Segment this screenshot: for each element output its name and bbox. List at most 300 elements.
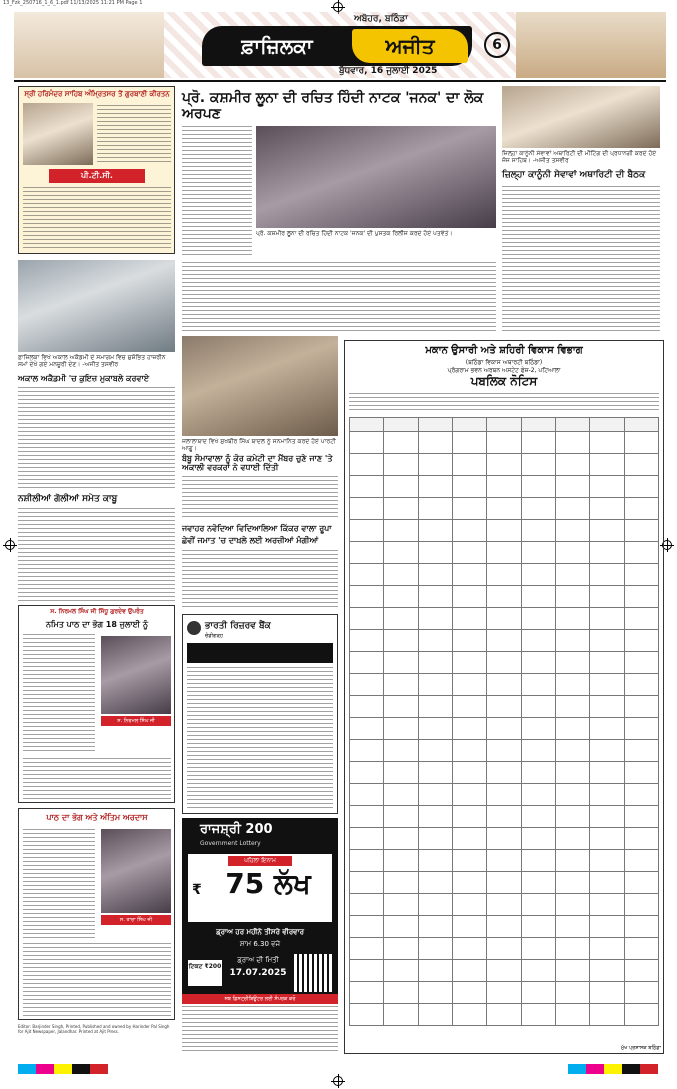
- notice-table-cell: [521, 872, 555, 894]
- notice-table-cell: [521, 454, 555, 476]
- notice-table-cell: [384, 916, 418, 938]
- notice-table-cell: [487, 432, 521, 454]
- lottery-prize-panel: [188, 854, 332, 922]
- notice-table-cell: [452, 806, 486, 828]
- notice-table-cell: [590, 872, 624, 894]
- notice-table-row: [350, 454, 659, 476]
- notice-table-cell: [452, 454, 486, 476]
- notice-table-cell: [350, 718, 384, 740]
- lottery-contact-lines: [182, 1006, 338, 1054]
- notice-table-cell: [452, 476, 486, 498]
- notice-table-cell: [590, 542, 624, 564]
- notice-table-cell: [487, 696, 521, 718]
- notice-table-cell: [418, 982, 452, 1004]
- notice-table-cell: [624, 938, 658, 960]
- notice-table-cell: [555, 586, 589, 608]
- notice-table-cell: [624, 652, 658, 674]
- rbi-banner: [187, 643, 333, 663]
- notice-table-cell: [521, 498, 555, 520]
- notice-table-cell: [418, 1004, 452, 1026]
- notice-table-cell: [418, 718, 452, 740]
- notice-table-cell: [521, 630, 555, 652]
- notice-table-cell: [350, 586, 384, 608]
- notice-table-row: [350, 564, 659, 586]
- notice-table-cell: [555, 498, 589, 520]
- clock-tower-illustration: [516, 12, 666, 78]
- gurbani-ad-title: ਸ੍ਰੀ ਹਰਿਮੰਦਰ ਸਾਹਿਬ ਅੰਮ੍ਰਿਤਸਰ ਤੋਂ ਗੁਰਬਾਣੀ ਕੀਰਤਨ: [24, 90, 170, 98]
- notice-table-cell: [452, 696, 486, 718]
- notice-table-cell: [487, 982, 521, 1004]
- notice-table-cell: [521, 960, 555, 982]
- notice-table-cell: [555, 960, 589, 982]
- notice-table-cell: [384, 784, 418, 806]
- lottery-prize-label: ਪਹਿਲਾ ਇਨਾਮ: [228, 856, 292, 866]
- notice-table-cell: [487, 938, 521, 960]
- notice-table-cell: [418, 674, 452, 696]
- notice-table-cell: [487, 806, 521, 828]
- registration-mark-icon: [333, 2, 343, 12]
- notice-table-cell: [452, 960, 486, 982]
- main-story-body: [182, 262, 496, 332]
- notice-table-cell: [590, 454, 624, 476]
- notice-table-cell: [590, 696, 624, 718]
- notice-table-row: [350, 586, 659, 608]
- notice-table-row: [350, 432, 659, 454]
- notice-table-cell: [624, 850, 658, 872]
- notice-table-cell: [555, 784, 589, 806]
- notice-table-cell: [350, 740, 384, 762]
- obituary-2: [18, 808, 175, 1020]
- notice-table-cell: [624, 960, 658, 982]
- navodaya-subheadline: ਛੇਵੀਂ ਜਮਾਤ 'ਚ ਦਾਖ਼ਲੇ ਲਈ ਅਰਜ਼ੀਆਂ ਮੰਗੀਆਂ: [182, 536, 319, 545]
- notice-table-cell: [590, 520, 624, 542]
- notice-table-cell: [350, 608, 384, 630]
- obituary-2-portrait: [101, 829, 171, 913]
- notice-table-cell: [418, 432, 452, 454]
- notice-table-cell: [555, 806, 589, 828]
- notice-table-cell: [555, 938, 589, 960]
- notice-table-cell: [384, 542, 418, 564]
- notice-table-cell: [350, 762, 384, 784]
- notice-table-cell: [452, 982, 486, 1004]
- navodaya-headline: ਜਵਾਹਰ ਨਵੋਦਿਆ ਵਿਦਿਆਲਿਆ ਕਿੱਕਰ ਵਾਲਾ ਰੂਪਾ: [182, 524, 332, 533]
- notice-table-cell: [590, 784, 624, 806]
- notice-table-cell: [555, 982, 589, 1004]
- legal-meeting-body: [502, 186, 660, 332]
- notice-table-cell: [418, 894, 452, 916]
- notice-table-cell: [418, 498, 452, 520]
- rbi-title: ਭਾਰਤੀ ਰਿਜ਼ਰਵ ਬੈਂਕ: [205, 621, 271, 631]
- notice-table-cell: [521, 718, 555, 740]
- rbi-body: [187, 667, 333, 809]
- notice-table-cell: [452, 784, 486, 806]
- main-story-col1: [182, 126, 252, 258]
- lottery-draw-label: ਡ੍ਰਾਅ ਦੀ ਮਿਤੀ: [237, 956, 279, 964]
- notice-table-cell: [350, 564, 384, 586]
- legal-meeting-caption: ਜ਼ਿਲ੍ਹਾ ਕਾਨੂੰਨੀ ਸੇਵਾਵਾਂ ਅਥਾਰਿਟੀ ਦੀ ਮੀਟਿੰਗ ਦੀ ਪ੍ਰਧਾਨਗੀ ਕਰਦੇ ਹੋਏ ਜੱਜ ਸਾਹਿਬ। -ਅਜੀਤ ਤਸਵੀਰ: [502, 150, 657, 164]
- notice-table-cell: [487, 740, 521, 762]
- golden-temple-photo: [23, 103, 93, 165]
- notice-table-cell: [384, 432, 418, 454]
- obituary-1-title: ਸ. ਨਿਰਮਲ ਸਿੰਘ ਜੀ ਸਿੱਧੂ ਗੁਰਦੇਵ ਉਪਰੰਤ: [50, 608, 144, 615]
- logo-left-word: ਫ਼ਾਜ਼ਿਲਕਾ: [241, 34, 313, 58]
- notice-table-cell: [487, 784, 521, 806]
- qr-code-icon: [294, 954, 332, 992]
- notice-table-cell: [555, 762, 589, 784]
- notice-table-cell: [624, 498, 658, 520]
- notice-table-cell: [384, 806, 418, 828]
- notice-table-cell: [418, 586, 452, 608]
- notice-table-cell: [452, 630, 486, 652]
- notice-table-row: [350, 718, 659, 740]
- obituary-2-name: ਸ. ਤਾਰਾ ਸਿੰਘ ਜੀ: [101, 915, 171, 925]
- notice-table-cell: [521, 850, 555, 872]
- notice-table-cell: [452, 894, 486, 916]
- notice-table-cell: [350, 696, 384, 718]
- notice-table-cell: [350, 938, 384, 960]
- notice-table-cell: [418, 938, 452, 960]
- notice-table-cell: [624, 828, 658, 850]
- notice-table-cell: [590, 982, 624, 1004]
- rbi-ad: [182, 614, 338, 814]
- notice-table-cell: [418, 740, 452, 762]
- obituary-1-subtitle: ਨਮਿਤ ਪਾਠ ਦਾ ਭੋਗ 18 ਜੁਲਾਈ ਨੂੰ: [45, 620, 149, 629]
- notice-table-cell: [350, 674, 384, 696]
- lottery-brand-sub: Government Lottery: [200, 840, 261, 847]
- notice-table-cell: [452, 740, 486, 762]
- notice-table-cell: [487, 850, 521, 872]
- notice-table-cell: [487, 960, 521, 982]
- notice-table-cell: [624, 784, 658, 806]
- notice-table-cell: [555, 696, 589, 718]
- notice-table-cell: [521, 982, 555, 1004]
- notice-table-cell: [418, 652, 452, 674]
- notice-table-cell: [521, 608, 555, 630]
- notice-table-row: [350, 476, 659, 498]
- notice-table-cell: [384, 718, 418, 740]
- newspaper-logo: [202, 26, 472, 66]
- drugs-story-body: [18, 508, 175, 602]
- obituary-1-name: ਸ. ਨਿਰਮਲ ਸਿੰਘ ਜੀ: [101, 716, 171, 726]
- notice-table-cell: [384, 872, 418, 894]
- notice-table-row: [350, 630, 659, 652]
- notice-table-cell: [384, 630, 418, 652]
- notice-table-cell: [521, 1004, 555, 1026]
- notice-table-row: [350, 960, 659, 982]
- obituary-1: [18, 605, 175, 803]
- notice-table-cell: [590, 498, 624, 520]
- registration-mark-icon: [5, 540, 15, 550]
- notice-table-cell: [590, 740, 624, 762]
- notice-table-row: [350, 520, 659, 542]
- drugs-story-headline: ਨਸ਼ੀਲੀਆਂ ਗੋਲੀਆਂ ਸਮੇਤ ਕਾਬੂ: [18, 494, 118, 504]
- masthead: [14, 12, 666, 78]
- notice-table-cell: [487, 762, 521, 784]
- notice-table-cell: [350, 916, 384, 938]
- notice-table-cell: [555, 740, 589, 762]
- masthead-rule: [14, 80, 666, 82]
- obituary-1-text: [23, 634, 95, 754]
- lottery-draw-date: 17.07.2025: [229, 968, 287, 978]
- notice-table-cell: [350, 850, 384, 872]
- notice-table-row: [350, 674, 659, 696]
- public-notice: [344, 340, 664, 1054]
- akali-group-caption: ਜਲਾਲਾਬਾਦ ਵਿਖੇ ਸੁਖਬੀਰ ਸਿੰਘ ਬਾਦਲ ਨੂੰ ਸਨਮਾਨਿਤ ਕਰਦੇ ਹੋਏ ਪਾਰਟੀ ਆਗੂ।: [182, 438, 336, 452]
- notice-table-cell: [384, 454, 418, 476]
- navodaya-body: [182, 550, 338, 610]
- notice-table-cell: [384, 586, 418, 608]
- golden-temple-illustration: [14, 12, 164, 78]
- notice-table-row: [350, 850, 659, 872]
- notice-table-cell: [555, 718, 589, 740]
- notice-intro: [349, 393, 659, 413]
- notice-table-cell: [350, 828, 384, 850]
- notice-table-row: [350, 916, 659, 938]
- notice-table-cell: [624, 520, 658, 542]
- notice-table-cell: [590, 762, 624, 784]
- notice-table-cell: [350, 784, 384, 806]
- notice-table-cell: [452, 762, 486, 784]
- notice-table-cell: [624, 432, 658, 454]
- notice-table-cell: [590, 960, 624, 982]
- notice-table-cell: [624, 674, 658, 696]
- notice-table-cell: [384, 520, 418, 542]
- notice-table-cell: [624, 542, 658, 564]
- notice-table-cell: [384, 696, 418, 718]
- notice-table-cell: [452, 432, 486, 454]
- notice-table-cell: [521, 564, 555, 586]
- notice-table-cell: [418, 960, 452, 982]
- notice-table-cell: [487, 652, 521, 674]
- notice-table-cell: [555, 564, 589, 586]
- notice-table-cell: [555, 520, 589, 542]
- masthead-city: ਅਬੋਹਰ, ਬਠਿੰਡਾ: [354, 14, 408, 24]
- notice-table-cell: [521, 520, 555, 542]
- notice-table-row: [350, 696, 659, 718]
- legal-meeting-photo: [502, 86, 660, 148]
- notice-table-row: [350, 872, 659, 894]
- notice-table-cell: [624, 916, 658, 938]
- notice-table-cell: [521, 674, 555, 696]
- notice-table-cell: [487, 916, 521, 938]
- notice-table-cell: [487, 564, 521, 586]
- bambu-story-body: [182, 476, 338, 520]
- notice-table-cell: [487, 674, 521, 696]
- lottery-brand: ਰਾਜਸ਼੍ਰੀ 200: [200, 822, 273, 837]
- notice-table-cell: [384, 652, 418, 674]
- notice-table-cell: [521, 916, 555, 938]
- notice-table-cell: [350, 982, 384, 1004]
- notice-table-cell: [590, 894, 624, 916]
- notice-table-cell: [624, 696, 658, 718]
- notice-table-row: [350, 806, 659, 828]
- akali-group-photo: [182, 336, 338, 436]
- notice-table-cell: [350, 960, 384, 982]
- notice-table-cell: [487, 894, 521, 916]
- notice-table-cell: [590, 806, 624, 828]
- notice-table-cell: [555, 432, 589, 454]
- main-headline: ਪ੍ਰੋ. ਕਸ਼ਮੀਰ ਲੂਨਾ ਦੀ ਰਚਿਤ ਹਿੰਦੀ ਨਾਟਕ 'ਜਨਕ' ਦਾ ਲੋਕ ਅਰਪਣ: [182, 90, 484, 123]
- notice-table-row: [350, 1004, 659, 1026]
- quiz-story-headline: ਅਕਾਲ ਅਕੈਡਮੀ 'ਚ ਕੁਇਜ਼ ਮੁਕਾਬਲੇ ਕਰਵਾਏ: [18, 374, 150, 383]
- notice-table-cell: [452, 564, 486, 586]
- notice-table-cell: [521, 432, 555, 454]
- notice-table-cell: [590, 916, 624, 938]
- notice-table-row: [350, 784, 659, 806]
- academy-photo: [18, 260, 175, 352]
- notice-table-cell: [487, 1004, 521, 1026]
- notice-table-cell: [590, 432, 624, 454]
- notice-table-cell: [521, 542, 555, 564]
- ptc-tag: ਪੀ.ਟੀ.ਸੀ.: [49, 169, 145, 183]
- book-release-photo: [256, 126, 496, 228]
- notice-table-cell: [418, 454, 452, 476]
- notice-table-cell: [521, 476, 555, 498]
- notice-sub1: (ਬਠਿੰਡਾ ਵਿਕਾਸ ਅਥਾਰਟੀ ਬਠਿੰਡਾ): [465, 359, 543, 366]
- bambu-story-headline: ਬੰਬੂ ਸੋਮਾਵਾਲਾ ਨੂੰ ਕੋਰ ਕਮੇਟੀ ਦਾ ਮੈਂਬਰ ਚੁਣੇ ਜਾਣ 'ਤੇ ਅਕਾਲੀ ਵਰਕਰਾਂ ਨੇ ਵਧਾਈ ਦਿੱਤੀ: [182, 454, 333, 473]
- legal-meeting-headline: ਜ਼ਿਲ੍ਹਾ ਕਾਨੂੰਨੀ ਸੇਵਾਵਾਂ ਅਥਾਰਿਟੀ ਦੀ ਬੈਠਕ: [502, 170, 646, 180]
- notice-table-cell: [521, 938, 555, 960]
- notice-table-cell: [418, 608, 452, 630]
- notice-table-cell: [452, 938, 486, 960]
- notice-table-cell: [487, 630, 521, 652]
- notice-table-cell: [384, 938, 418, 960]
- obituary-1-portrait: [101, 636, 171, 714]
- registration-mark-icon: [333, 1076, 343, 1086]
- logo-right-word: ਅਜੀਤ: [352, 29, 468, 63]
- rbi-subtitle: ਚੰਡੀਗੜ੍ਹ: [205, 633, 223, 639]
- notice-table-row: [350, 652, 659, 674]
- page-number: 6: [484, 32, 510, 58]
- notice-table-cell: [624, 762, 658, 784]
- notice-table-cell: [555, 872, 589, 894]
- notice-table-cell: [418, 762, 452, 784]
- notice-table-cell: [487, 586, 521, 608]
- obituary-2-family: [23, 943, 171, 1017]
- notice-table-cell: [384, 476, 418, 498]
- print-slug: 13_Fzk_250716_1_6_1.pdf 11/13/2025 11:21 PM Page 1: [3, 0, 143, 6]
- notice-table-row: [350, 894, 659, 916]
- notice-table-cell: [350, 806, 384, 828]
- notice-table-cell: [350, 476, 384, 498]
- notice-table-cell: [384, 740, 418, 762]
- notice-table-row: [350, 498, 659, 520]
- notice-table-cell: [624, 872, 658, 894]
- academy-photo-caption: ਫ਼ਾਜ਼ਿਲਕਾ ਵਿਖੇ ਅਕਾਲ ਅਕੈਡਮੀ ਦੇ ਸਮਾਗਮ ਵਿਚ ਸ਼ੁਸ਼ੋਭਿਤ ਹਾਜ਼ਰੀਨ ਸਮਾਂ ਦੇਖੇ ਗਏ ਮਨਜ਼ੂਰੀ ਦੇਣ। -ਅਜੀਤ ਤਸਵੀਰ: [18, 354, 166, 368]
- notice-table-cell: [452, 872, 486, 894]
- notice-table-cell: [590, 718, 624, 740]
- notice-table-cell: [624, 608, 658, 630]
- notice-table-cell: [418, 520, 452, 542]
- notice-table-cell: [590, 608, 624, 630]
- notice-table-cell: [555, 894, 589, 916]
- notice-table-cell: [624, 564, 658, 586]
- notice-table-cell: [418, 630, 452, 652]
- notice-table-cell: [624, 982, 658, 1004]
- notice-table-cell: [384, 564, 418, 586]
- rbi-emblem-icon: [187, 621, 201, 635]
- masthead-date: ਬੁੱਧਵਾਰ, 16 ਜੁਲਾਈ 2025: [339, 66, 438, 76]
- notice-table-row: [350, 740, 659, 762]
- notice-table-row: [350, 828, 659, 850]
- obituary-2-text: [23, 829, 95, 939]
- notice-table-cell: [350, 520, 384, 542]
- notice-table-cell: [624, 586, 658, 608]
- obituary-2-title: ਪਾਠ ਦਾ ਭੋਗ ਅਤੇ ਅੰਤਿਮ ਅਰਦਾਸ: [46, 813, 148, 822]
- notice-table-cell: [384, 1004, 418, 1026]
- obituary-1-family: [23, 758, 171, 800]
- notice-table-cell: [418, 476, 452, 498]
- notice-table-cell: [590, 586, 624, 608]
- notice-table-cell: [384, 762, 418, 784]
- gurbani-ad: [18, 86, 175, 254]
- notice-table-cell: [590, 630, 624, 652]
- notice-table-cell: [452, 674, 486, 696]
- notice-table-cell: [555, 542, 589, 564]
- notice-table-cell: [487, 498, 521, 520]
- notice-table-cell: [590, 674, 624, 696]
- notice-table-cell: [452, 608, 486, 630]
- notice-table-cell: [487, 828, 521, 850]
- notice-table-cell: [555, 850, 589, 872]
- notice-table-cell: [487, 454, 521, 476]
- notice-table-cell: [384, 828, 418, 850]
- notice-table-cell: [555, 828, 589, 850]
- notice-table-row: [350, 938, 659, 960]
- notice-table-cell: [555, 454, 589, 476]
- notice-table-row: [350, 762, 659, 784]
- notice-table-cell: [521, 806, 555, 828]
- notice-table-cell: [418, 850, 452, 872]
- notice-table-cell: [521, 740, 555, 762]
- notice-table-cell: [350, 630, 384, 652]
- lottery-time: ਸ਼ਾਮ 6.30 ਵਜੇ: [239, 940, 281, 948]
- notice-table-cell: [590, 564, 624, 586]
- notice-table-cell: [590, 652, 624, 674]
- notice-table-cell: [350, 542, 384, 564]
- lottery-ad: [182, 818, 338, 1004]
- notice-table-cell: [418, 916, 452, 938]
- notice-table-cell: [418, 872, 452, 894]
- color-bar-left: [18, 1064, 108, 1074]
- notice-table-cell: [452, 498, 486, 520]
- lottery-prize: 75 ਲੱਖ: [225, 867, 311, 900]
- notice-table-cell: [590, 850, 624, 872]
- notice-table-cell: [418, 542, 452, 564]
- notice-table-cell: [555, 916, 589, 938]
- notice-table-cell: [590, 828, 624, 850]
- notice-table-cell: [418, 696, 452, 718]
- notice-table-cell: [555, 1004, 589, 1026]
- notice-table-cell: [555, 630, 589, 652]
- notice-footer: ਮੁੱਖ ਪ੍ਰਸ਼ਾਸਕ ਬਠਿੰਡਾ: [620, 1045, 661, 1051]
- notice-table-cell: [487, 872, 521, 894]
- notice-table-cell: [384, 850, 418, 872]
- ad-body-lines: [23, 187, 171, 249]
- notice-table-cell: [487, 520, 521, 542]
- notice-table-cell: [555, 652, 589, 674]
- notice-table-cell: [384, 960, 418, 982]
- notice-table-cell: [521, 696, 555, 718]
- notice-table-cell: [384, 674, 418, 696]
- notice-table-cell: [418, 806, 452, 828]
- notice-table-cell: [521, 894, 555, 916]
- notice-table-cell: [418, 784, 452, 806]
- notice-table-cell: [384, 982, 418, 1004]
- notice-table-cell: [350, 894, 384, 916]
- notice-table-cell: [350, 652, 384, 674]
- ad-text-lines: [97, 105, 171, 163]
